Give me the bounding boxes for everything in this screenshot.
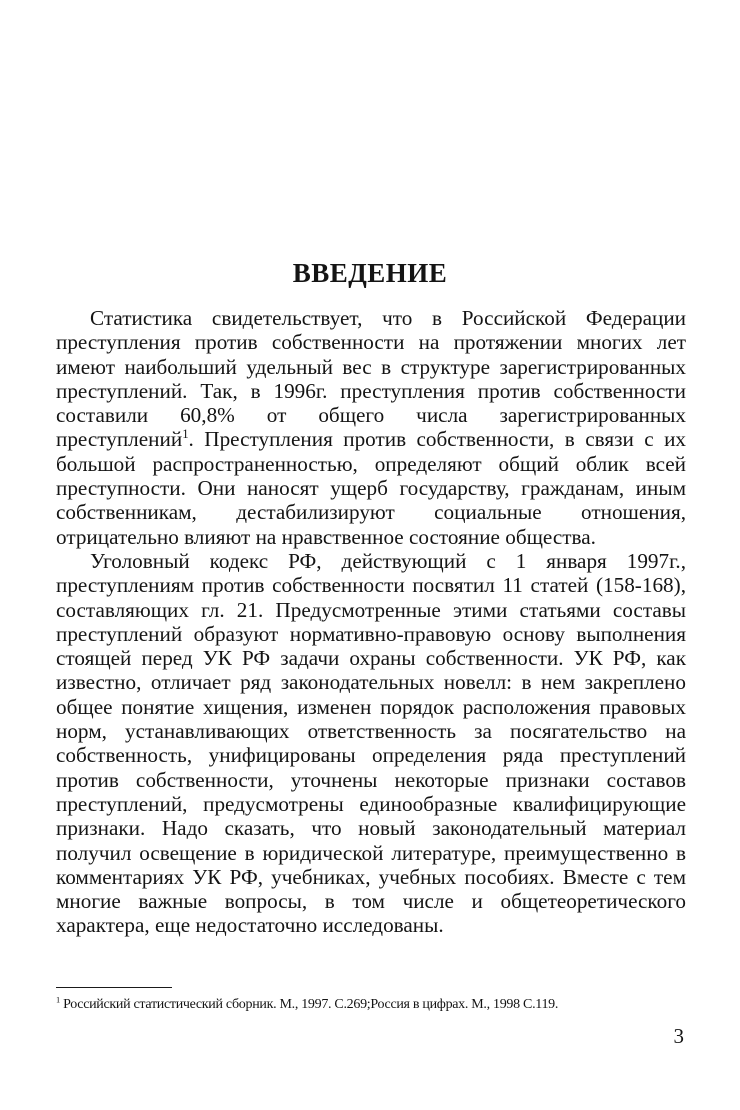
- footnote-marker: 1: [56, 995, 60, 1005]
- paragraph-2-text: Уголовный кодекс РФ, действующий с 1 января 1997г., преступлениям против собственности посвятил 11 статей (158-168), составляющих гл. 21. Предусмотренные этими статьями составы преступлений образуют нормативно-правовую основу выполнения стоящей перед УК РФ задачи охраны собственности. УК РФ, как известно, отличает ряд законодательных новелл: в нем закреплено общее понятие хищения, изменен порядок расположения правовых норм, устанавливающих ответственность за посягательство на собственность, унифицированы определения ряда преступлений против собственности, уточнены некоторые признаки составов преступлений, предусмотрены единообразные квалифицирующие признаки. Надо сказать, что новый законодательный материал получил освещение в юридической литературе, преимущественно в комментариях УК РФ, учебниках, учебных пособиях. Вместе с тем многие важные вопросы, в том числе и общетеоретического характера, еще недостаточно исследованы.: [56, 548, 686, 938]
- paragraph-2: [56, 549, 686, 938]
- paragraph-1: [56, 306, 686, 549]
- footnote: [56, 996, 696, 1014]
- body-text: [56, 306, 686, 938]
- page-number: 3: [673, 1024, 684, 1048]
- paragraph-1-text-continued: . Преступления против собственности, в связи с их большой распространенностью, определяют общий облик всей преступности. Они наносят ущерб государству, гражданам, иным собственникам, дестабилизируют социальные отношения, отрицательно влияют на нравственное состояние общества.: [56, 427, 686, 549]
- footnote-text: Российский статистический сборник. М., 1997. С.269;Россия в цифрах. М., 1998 С.119.: [63, 997, 559, 1012]
- footnote-divider: [56, 987, 172, 988]
- footnote-reference: 1: [182, 427, 189, 442]
- page-title: ВВЕДЕНИЕ: [292, 258, 448, 288]
- paragraph-1-text: Статистика свидетельствует, что в Российской Федерации преступления против собственности на протяжении многих лет имеют наибольший удельный вес в структуре зарегистрированных преступлений. Так, в 1996г. преступления против собственности составили 60,8% от общего числа зарегистрированных преступлений: [56, 306, 686, 452]
